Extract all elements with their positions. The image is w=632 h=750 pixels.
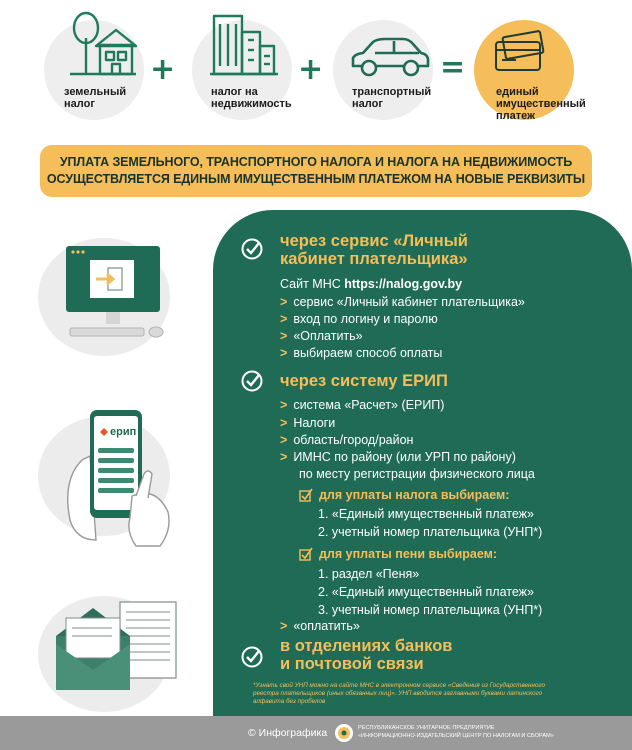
buildings-icon xyxy=(210,10,280,80)
banner-line-2: ОСУЩЕСТВЛЯЕТСЯ ЕДИНЫМ ИМУЩЕСТВЕННЫМ ПЛАТЕЖОМ НА НОВЫЕ РЕКВИЗИТЫ xyxy=(46,172,586,186)
penalty-item: 3. учетный номер плательщика (УНП*) xyxy=(318,603,543,617)
house-tree-icon xyxy=(66,8,138,80)
tax-equation-row xyxy=(0,0,632,135)
check-circle-icon xyxy=(241,238,263,260)
method2-final-step: > «оплатить» xyxy=(280,619,360,633)
tax-item: 2. учетный номер плательщика (УНП*) xyxy=(318,525,543,539)
method1-step: > «Оплатить» xyxy=(280,329,363,343)
method1-step: > выбираем способ оплаты xyxy=(280,346,443,360)
car-icon xyxy=(349,36,431,80)
method2-step: > система «Расчет» (ЕРИП) xyxy=(280,398,445,412)
property-tax-label: налог на недвижимость xyxy=(211,86,292,110)
announcement-banner xyxy=(40,145,592,197)
site-link[interactable]: https://nalog.gov.by xyxy=(344,277,463,291)
equals-sign: = xyxy=(440,50,466,85)
method1-title: через сервис «Личный кабинет плательщика» xyxy=(280,232,468,268)
plus-sign-2: + xyxy=(298,52,324,87)
payment-methods-panel xyxy=(213,210,632,716)
check-circle-icon xyxy=(241,646,263,668)
plus-sign: + xyxy=(150,52,176,87)
method1-step: > сервис «Личный кабинет плательщика» xyxy=(280,295,525,309)
phone-in-hand-icon xyxy=(56,400,184,550)
method3-title: в отделениях банков и почтовой связи xyxy=(280,637,453,673)
wallet-cards-icon xyxy=(490,30,550,76)
penalty-item: 2. «Единый имущественный платеж» xyxy=(318,585,534,599)
method2-step-continued: по месту регистрации физического лица xyxy=(299,467,535,481)
penalty-item: 1. раздел «Пеня» xyxy=(318,567,420,581)
checkbox-icon xyxy=(299,488,313,502)
method1-site: Сайт МНС https://nalog.gov.by xyxy=(280,277,463,291)
method1-step: > вход по логину и паролю xyxy=(280,312,438,326)
land-tax-label: земельный налог xyxy=(64,86,127,110)
tax-item: 1. «Единый имущественный платеж» xyxy=(318,507,534,521)
org-line-1: РЕСПУБЛИКАНСКОЕ УНИТАРНОЕ ПРЕДПРИЯТИЕ xyxy=(358,725,495,731)
computer-icon xyxy=(56,240,176,352)
method2-title: через систему ЕРИП xyxy=(280,372,448,390)
envelope-document-icon xyxy=(52,598,184,698)
method2-step: > Налоги xyxy=(280,416,336,430)
transport-tax-label: транспортный налог xyxy=(352,86,432,110)
tax-heading: для уплаты налога выбираем: xyxy=(319,488,510,502)
footnote: *Узнать свой УНП можно на сайте МНС в электронном сервисе «Сведения из Государственного реестра плательщиков (иных обязанных лиц)». УНП вводится заглавными буквами латинского алфавита без пробелов xyxy=(253,682,546,705)
unified-payment-label: единый имущественный платеж xyxy=(496,86,586,122)
penalty-heading: для уплаты пени выбираем: xyxy=(319,547,498,561)
method2-step: > область/город/район xyxy=(280,433,414,447)
org-line-2: «ИНФОРМАЦИОННО-ИЗДАТЕЛЬСКИЙ ЦЕНТР ПО НАЛОГАМ И СБОРАМ» xyxy=(358,733,554,739)
phone-brand: ерип xyxy=(110,426,137,438)
copyright: © Инфографика xyxy=(248,727,328,739)
checkbox-icon xyxy=(299,547,313,561)
method2-step: > ИМНС по району (или УРП по району) xyxy=(280,450,516,464)
banner-line-1: УПЛАТА ЗЕМЕЛЬНОГО, ТРАНСПОРТНОГО НАЛОГА И НАЛОГА НА НЕДВИЖИМОСТЬ xyxy=(59,155,573,169)
footer xyxy=(0,716,632,750)
emblem-icon xyxy=(334,723,354,743)
check-circle-icon xyxy=(241,370,263,392)
